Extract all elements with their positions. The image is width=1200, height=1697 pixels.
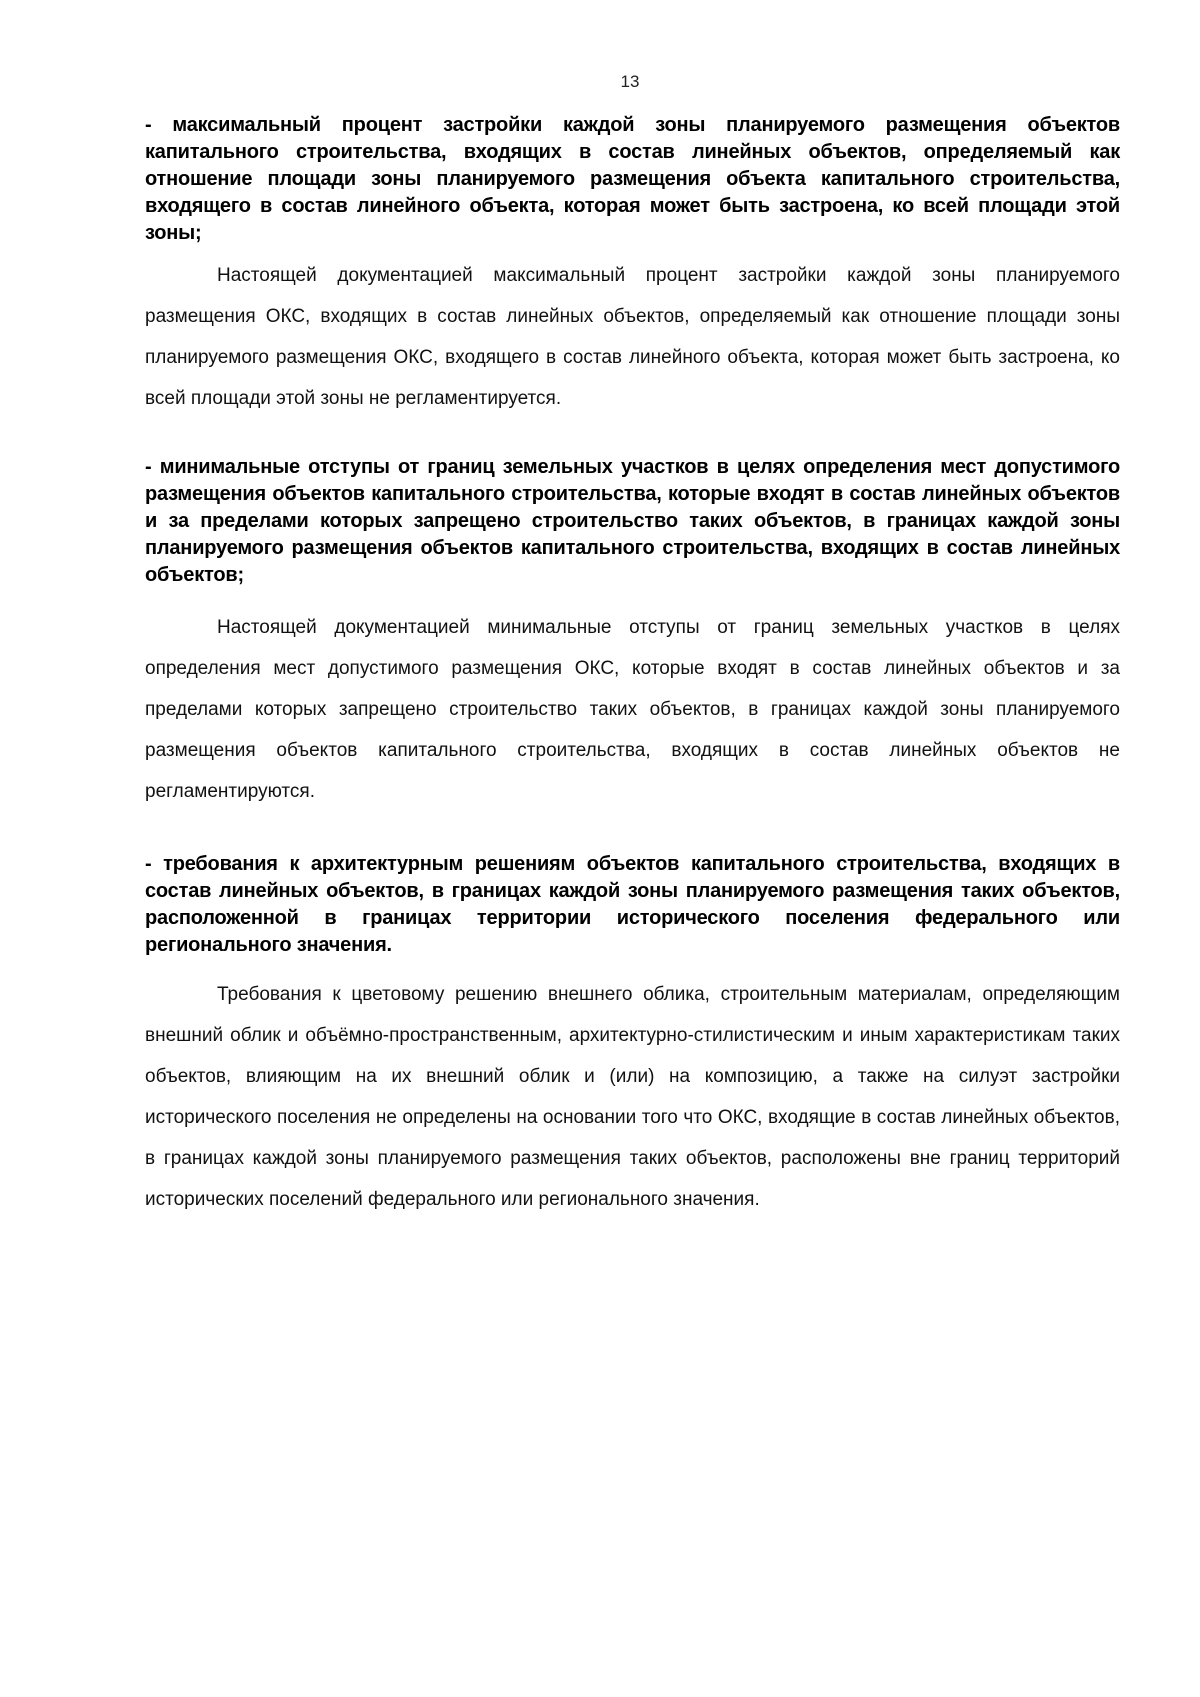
section-text-min-setbacks: Настоящей документацией минимальные отступы от границ земельных участков в целях определения мест допустимого размещения ОКС, которые входят в состав линейных объектов и за пределами которых запрещено строительство таких объектов, в границах каждой зоны планируемого размещения объектов капитального строительства, входящих в состав линейных объектов не регламентируются. <box>145 617 1120 802</box>
section-heading-min-setbacks: - минимальные отступы от границ земельных участков в целях определения мест допустимого размещения объектов капитального строительства, которые входят в состав линейных объектов и за пределами которых запрещено строительство таких объектов, в границах каждой зоны планируемого размещения объектов капитального строительства, входящих в состав линейных объектов; <box>145 456 1120 586</box>
section-heading-max-building-percent: - максимальный процент застройки каждой зоны планируемого размещения объектов капитального строительства, входящих в состав линейных объектов, определяемый как отношение площади зоны планируемого размещения объекта капитального строительства, входящего в состав линейного объекта, которая может быть застроена, ко всей площади этой зоны; <box>145 114 1120 244</box>
document-body <box>145 112 1120 1220</box>
section-text-architecture-requirements: Требования к цветовому решению внешнего облика, строительным материалам, определяющим внешний облик и объёмно-пространственным, архитектурно-стилистическим и иным характеристикам таких объектов, влияющим на их внешний облик и (или) на композицию, а также на силуэт застройки исторического поселения не определены на основании того что ОКС, входящие в состав линейных объектов, в границах каждой зоны планируемого размещения таких объектов, расположены вне границ территорий исторических поселений федерального или регионального значения. <box>145 984 1120 1210</box>
section-heading-architecture-requirements: - требования к архитектурным решениям объектов капитального строительства, входящих в состав линейных объектов, в границах каждой зоны планируемого размещения таких объектов, расположенной в границах территории исторического поселения федерального или регионального значения. <box>145 853 1120 956</box>
page-number: 13 <box>620 72 640 91</box>
section-text-max-building-percent: Настоящей документацией максимальный процент застройки каждой зоны планируемого размещения ОКС, входящих в состав линейных объектов, определяемый как отношение площади зоны планируемого размещения ОКС, входящего в состав линейного объекта, которая может быть застроена, ко всей площади этой зоны не регламентируется. <box>145 265 1120 409</box>
